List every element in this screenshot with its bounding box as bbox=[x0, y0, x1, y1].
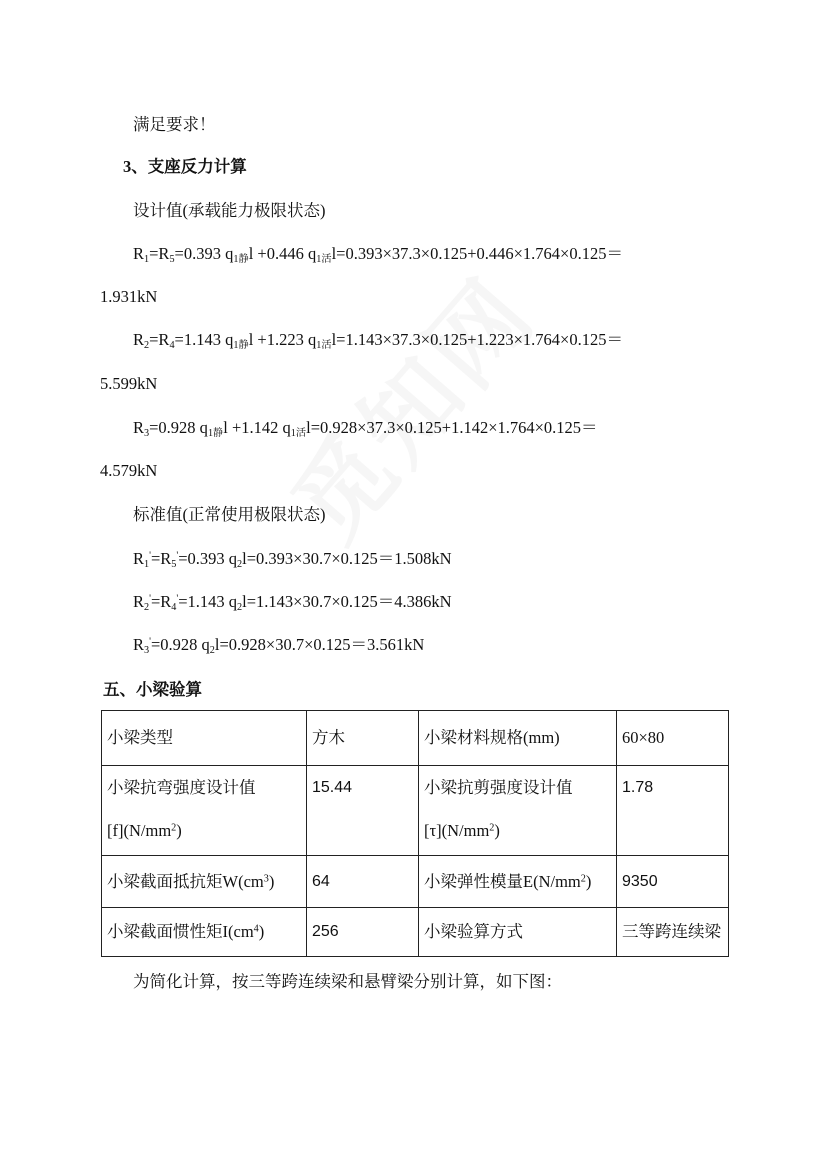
table-cell-label bbox=[102, 908, 307, 957]
text-run: l=1.143×30.7×0.125＝4.386kN bbox=[242, 592, 452, 611]
result-r3-design: 4.579kN bbox=[100, 461, 158, 480]
text-run: ) bbox=[585, 871, 592, 891]
formula-r1-r5-standard bbox=[133, 547, 452, 571]
superscript: 2 bbox=[580, 872, 586, 884]
text-run: 小梁弹性模量E(N/mm bbox=[424, 871, 581, 891]
section-3-heading: 3、支座反力计算 bbox=[123, 157, 247, 176]
text-run: R bbox=[133, 244, 145, 263]
text-run: =1.143 q bbox=[174, 330, 234, 349]
table-cell-label bbox=[102, 766, 307, 856]
subscript: 3 bbox=[144, 427, 150, 439]
table-cell-value bbox=[617, 711, 729, 766]
subscript: 1活 bbox=[290, 427, 307, 439]
subscript: 2 bbox=[209, 644, 215, 656]
table-cell-value bbox=[617, 908, 729, 957]
text-run: 9350 bbox=[622, 872, 658, 890]
table-cell-value bbox=[307, 908, 419, 957]
subscript: 1静 bbox=[233, 339, 249, 351]
superscript: 2 bbox=[171, 822, 177, 834]
text-run: 方木 bbox=[312, 728, 345, 747]
formula-r2-r4-standard bbox=[133, 590, 452, 614]
text-run: R bbox=[133, 418, 145, 437]
subscript: 3 bbox=[144, 644, 150, 656]
text-run: R bbox=[133, 592, 145, 611]
text-run: 三等跨连续梁 bbox=[622, 922, 721, 941]
table-cell-label bbox=[102, 856, 307, 908]
text-run: =0.393 q bbox=[178, 549, 238, 568]
text-run: 小梁类型 bbox=[107, 728, 173, 747]
subscript: 2 bbox=[144, 339, 150, 351]
text-run: 小梁截面惯性矩I(cm bbox=[107, 922, 254, 941]
superscript: ' bbox=[149, 593, 151, 605]
table-cell-value bbox=[617, 856, 729, 908]
superscript: ' bbox=[149, 636, 151, 648]
subscript: 2 bbox=[237, 601, 243, 613]
text-run: l=0.393×30.7×0.125＝1.508kN bbox=[242, 549, 452, 568]
text-run: 64 bbox=[312, 872, 330, 890]
text-run: R bbox=[133, 330, 145, 349]
subscript: 2 bbox=[237, 558, 243, 570]
subscript: 1活 bbox=[316, 339, 332, 351]
text-run: 小梁验算方式 bbox=[424, 922, 523, 941]
conclusion-text: 满足要求！ bbox=[133, 115, 216, 134]
text-run: l=0.928×30.7×0.125＝3.561kN bbox=[214, 635, 425, 654]
result-r1-r5-design: 1.931kN bbox=[100, 287, 158, 306]
standard-value-label: 标准值(正常使用极限状态) bbox=[133, 505, 326, 524]
formula-r1-r5-design bbox=[133, 242, 623, 266]
subscript: 4 bbox=[171, 601, 177, 613]
text-run: 小梁抗剪强度设计值 bbox=[424, 778, 573, 797]
table-row bbox=[102, 856, 729, 908]
text-run: l=0.393×37.3×0.125+0.446×1.764×0.125＝ bbox=[331, 244, 623, 263]
superscript: 2 bbox=[489, 822, 495, 834]
text-run: =0.393 q bbox=[174, 244, 234, 263]
subscript: 1活 bbox=[316, 253, 332, 265]
subscript: 5 bbox=[171, 558, 177, 570]
table-cell-value bbox=[307, 711, 419, 766]
table-cell-label bbox=[102, 711, 307, 766]
text-run: ) bbox=[176, 821, 182, 840]
table-cell-label bbox=[419, 908, 617, 957]
table-cell-label bbox=[419, 711, 617, 766]
text-run: =R bbox=[150, 592, 172, 611]
table-row bbox=[102, 711, 729, 766]
text-run: =R bbox=[149, 330, 170, 349]
text-run: [f](N/mm bbox=[107, 821, 172, 840]
text-run: =R bbox=[150, 549, 172, 568]
text-run: R bbox=[133, 549, 145, 568]
text-run: R bbox=[133, 635, 145, 654]
table-row bbox=[102, 908, 729, 957]
subscript: 1静 bbox=[233, 253, 249, 265]
text-run: 256 bbox=[312, 923, 339, 940]
table-cell-value bbox=[617, 766, 729, 856]
subscript: 1静 bbox=[207, 427, 224, 439]
text-run: [τ](N/mm bbox=[424, 821, 490, 840]
text-run: l +1.142 q bbox=[223, 418, 291, 437]
text-run: ) bbox=[268, 871, 275, 891]
subscript: 4 bbox=[169, 339, 175, 351]
table-cell-value bbox=[307, 766, 419, 856]
text-run: =0.928 q bbox=[150, 635, 210, 654]
subscript: 2 bbox=[144, 601, 150, 613]
table-cell-label bbox=[419, 766, 617, 856]
text-run: 1.78 bbox=[622, 779, 654, 796]
text-run: l=1.143×37.3×0.125+1.223×1.764×0.125＝ bbox=[331, 330, 623, 349]
text-run: =R bbox=[149, 244, 170, 263]
text-run: l=0.928×37.3×0.125+1.142×1.764×0.125＝ bbox=[306, 418, 598, 437]
formula-r2-r4-design bbox=[133, 328, 623, 352]
design-value-label: 设计值(承载能力极限状态) bbox=[133, 201, 326, 220]
superscript: ' bbox=[176, 593, 179, 605]
formula-r3-standard bbox=[133, 633, 424, 657]
text-run: l +0.446 q bbox=[248, 244, 317, 263]
text-run: =0.928 q bbox=[149, 418, 208, 437]
subscript: 5 bbox=[169, 253, 175, 265]
superscript: 4 bbox=[253, 923, 259, 935]
text-run: ) bbox=[494, 821, 500, 840]
table-cell-value bbox=[307, 856, 419, 908]
superscript: ' bbox=[149, 550, 151, 562]
text-run: 小梁截面抵抗矩W(cm bbox=[107, 871, 264, 891]
subscript: 1 bbox=[144, 253, 150, 265]
text-run: ) bbox=[258, 922, 265, 941]
subscript: 1 bbox=[144, 558, 150, 570]
table-row bbox=[102, 766, 729, 856]
superscript: 3 bbox=[263, 872, 269, 884]
section-5-heading: 五、小梁验算 bbox=[103, 680, 202, 699]
text-run: 60×80 bbox=[622, 728, 665, 747]
result-r2-r4-design: 5.599kN bbox=[100, 374, 158, 393]
formula-r3-design bbox=[133, 416, 598, 440]
beam-parameters-table bbox=[101, 710, 729, 957]
text-run: 15.44 bbox=[312, 779, 353, 796]
superscript: ' bbox=[176, 550, 179, 562]
table-cell-label bbox=[419, 856, 617, 908]
calculation-note: 为简化计算，按三等跨连续梁和悬臂梁分别计算，如下图： bbox=[133, 972, 562, 991]
text-run: =1.143 q bbox=[178, 592, 238, 611]
text-run: 小梁抗弯强度设计值 bbox=[107, 778, 256, 797]
text-run: l +1.223 q bbox=[248, 330, 317, 349]
text-run: 小梁材料规格(mm) bbox=[424, 728, 560, 747]
